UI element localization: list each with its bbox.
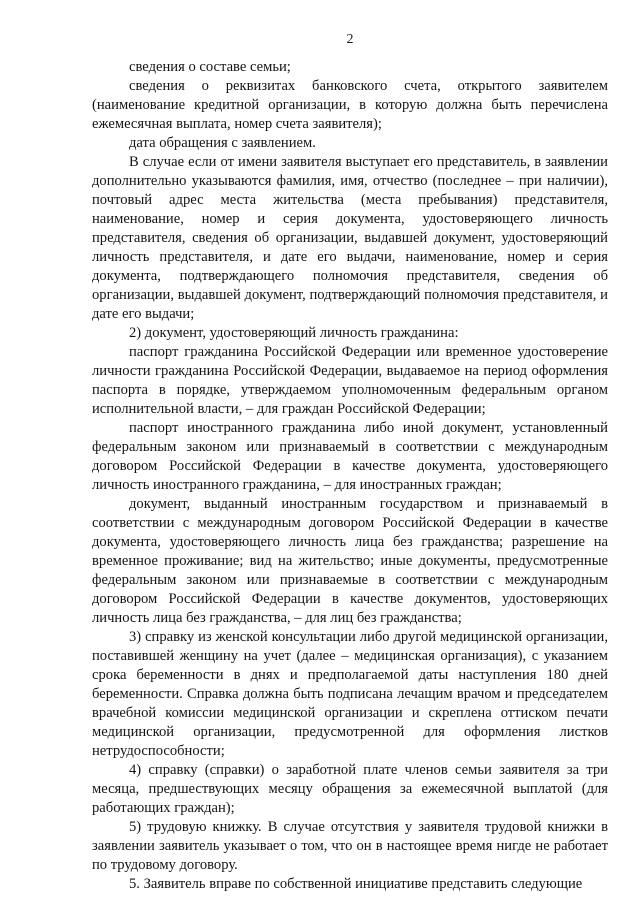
paragraph-employment-record: 5) трудовую книжку. В случае отсутствия у заявителя трудовой книжки в заявлении заявитель указывает о том, что он в настоящее время нигде не работает по трудовому договору. <box>92 819 608 873</box>
paragraph-identity-document: 2) документ, удостоверяющий личность гражданина: <box>129 325 459 341</box>
paragraph-bank-details: сведения о реквизитах банковского счета, открытого заявителем (наименование кредитной организации, в которую должна быть перечислена ежемесячная выплата, номер счета заявителя); <box>92 78 608 132</box>
paragraph-application-date: дата обращения с заявлением. <box>129 135 316 151</box>
paragraph-representative: В случае если от имени заявителя выступает его представитель, в заявлении дополнительно указываются фамилия, имя, отчество (последнее – при наличии), почтовый адрес места жительства (места пребывания) представителя, наименование, номер и серия документа, удостоверяющего личность представителя, сведения об организации, выдавшей документ, удостоверяющий личность представителя, и дате его выдачи, наименование, номер и серия документа, подтверждающего полномочия представителя, сведения об организации, выдавшей документ, подтверждающий полномочия представителя, и дате его выдачи; <box>92 154 608 322</box>
paragraph-own-initiative: 5. Заявитель вправе по собственной инициативе представить следующие <box>129 876 583 892</box>
paragraph-family-composition: сведения о составе семьи; <box>129 59 291 75</box>
paragraph-stateless-document: документ, выданный иностранным государством и признаваемый в соответствии с международным договором Российской Федерации в качестве документа, удостоверяющего личность лица без гражданства; разрешение на временное проживание; вид на жительство; иные документы, предусмотренные федеральным законом или признаваемые в соответствии с международным договором Российской Федерации в качестве документов, удостоверяющих личность лица без гражданства, – для лиц без гражданства; <box>92 496 608 626</box>
paragraph-russian-passport: паспорт гражданина Российской Федерации или временное удостоверение личности гражданина Российской Федерации, выдаваемое на период оформления паспорта в порядке, утверждаемом уполномоченным федеральным органом исполнительной власти, – для граждан Российской Федерации; <box>92 344 608 417</box>
page-number: 2 <box>346 32 354 47</box>
paragraph-foreign-passport: паспорт иностранного гражданина либо иной документ, установленный федеральным законом или признаваемый в соответствии с международным договором Российской Федерации в качестве документа, удостоверяющего личность иностранного гражданина, – для иностранных граждан; <box>92 420 608 493</box>
paragraph-salary-certificate: 4) справку (справки) о заработной плате членов семьи заявителя за три месяца, предшествующих месяцу обращения за ежемесячной выплатой (для работающих граждан); <box>92 762 608 816</box>
document-body <box>92 58 608 894</box>
paragraph-medical-certificate: 3) справку из женской консультации либо другой медицинской организации, поставившей женщину на учет (далее – медицинская организация), с указанием срока беременности в днях и предполагаемой даты наступления 180 дней беременности. Справка должна быть подписана лечащим врачом и председателем врачебной комиссии медицинской организации и скреплена оттиском печати медицинской организации, предусмотренной для оформления листков нетрудоспособности; <box>92 629 608 759</box>
